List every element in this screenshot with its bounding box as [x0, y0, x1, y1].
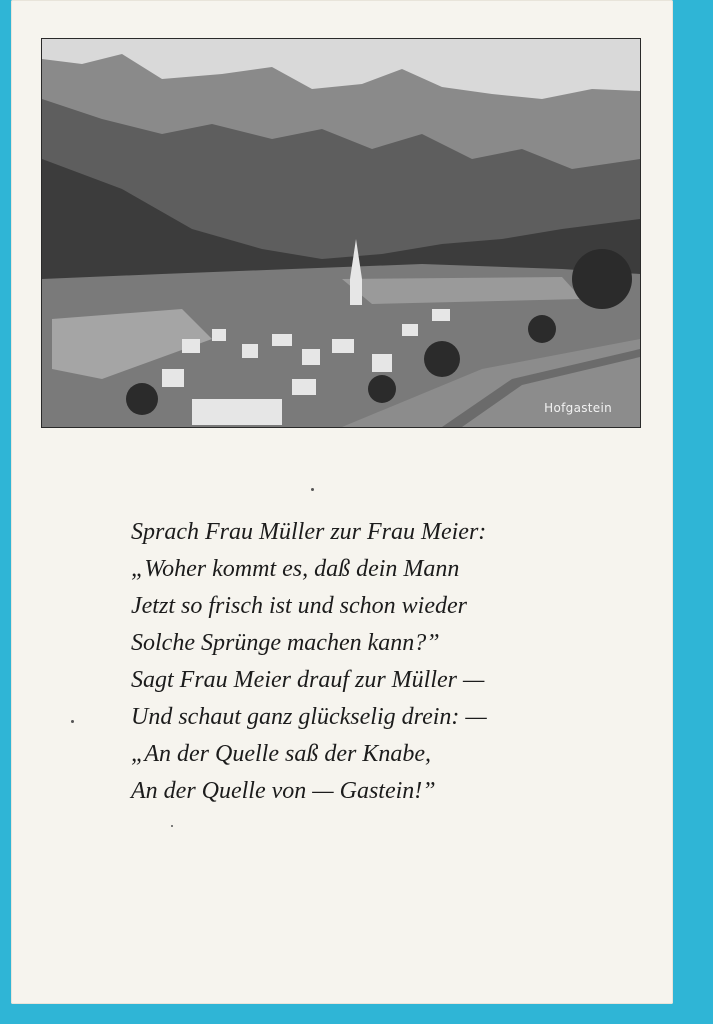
photo-caption: Hofgastein [544, 401, 612, 415]
landscape-image [42, 39, 640, 427]
town-photo [41, 38, 641, 428]
poem-line: Und schaut ganz glückselig drein: — [131, 704, 487, 730]
poem-line: „An der Quelle saß der Knabe, [131, 741, 431, 767]
poem-line: An der Quelle von — Gastein!” [131, 778, 436, 804]
poem-line: Sprach Frau Müller zur Frau Meier: [131, 519, 487, 545]
poem-line: Jetzt so frisch ist und schon wieder [131, 593, 467, 619]
postcard [11, 0, 673, 1004]
paper-speck [71, 720, 74, 723]
poem-line: Sagt Frau Meier drauf zur Müller — [131, 667, 485, 693]
poem-line: „Woher kommt es, daß dein Mann [131, 556, 460, 582]
paper-speck [311, 488, 314, 491]
poem-line: Solche Sprünge machen kann?” [131, 630, 440, 656]
poem [131, 514, 631, 810]
paper-speck [171, 825, 173, 827]
